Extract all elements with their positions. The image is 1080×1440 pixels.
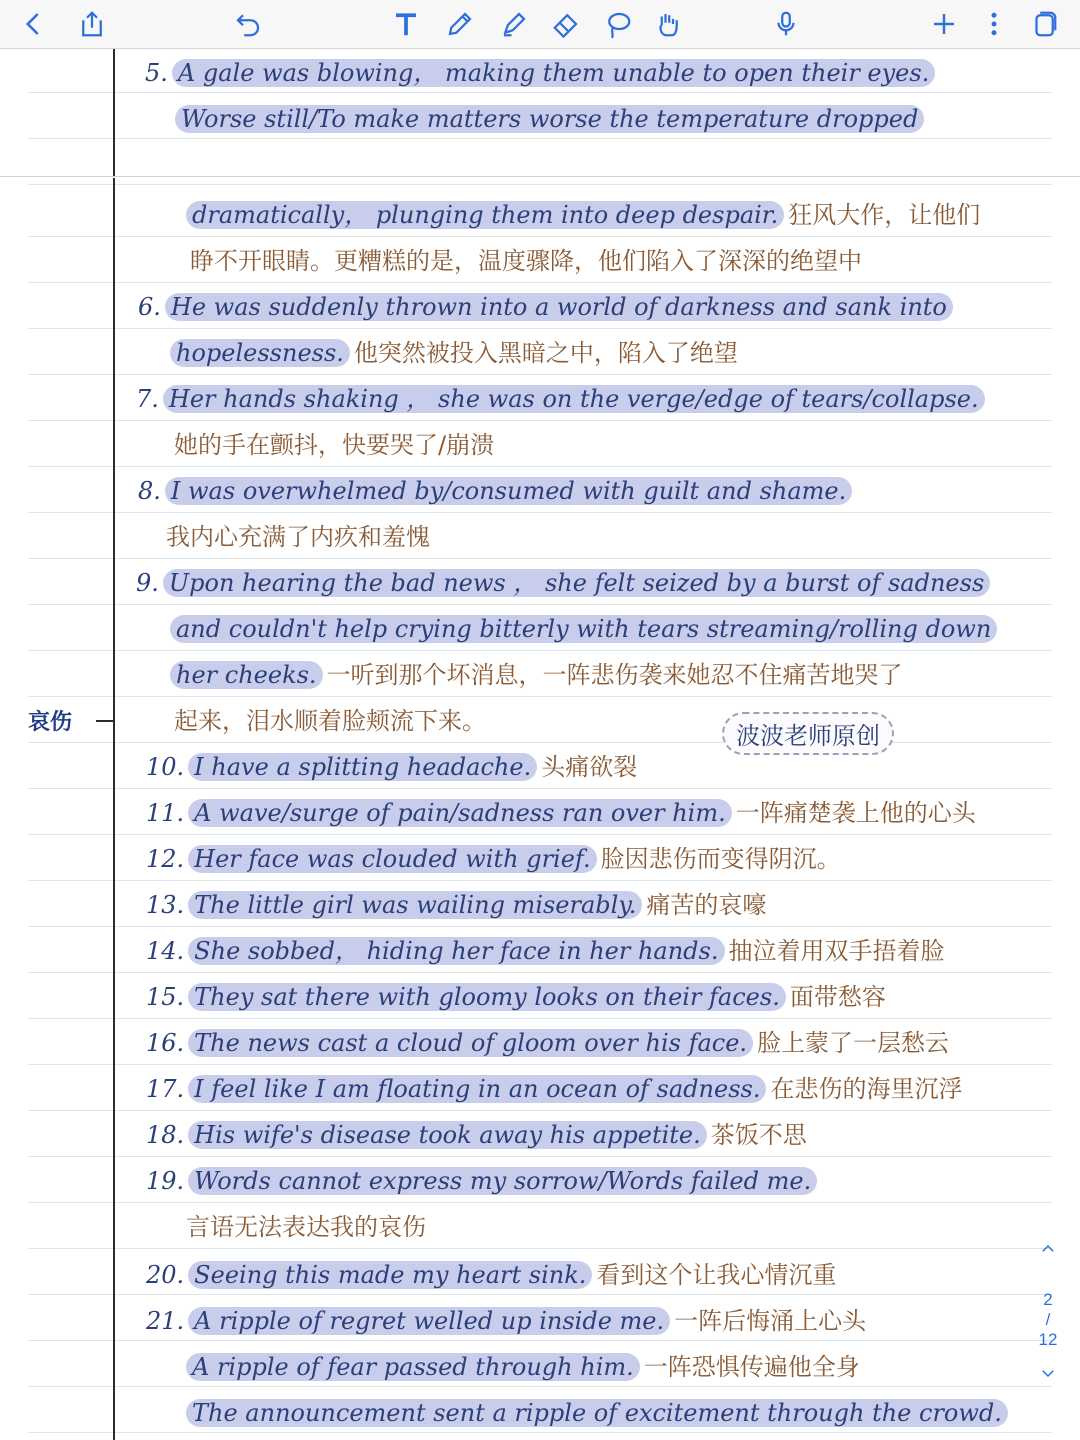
- item-number: 10.: [146, 753, 185, 781]
- undo-icon[interactable]: [228, 4, 268, 44]
- rule-line: [28, 926, 1052, 927]
- rule-line: [28, 558, 1052, 559]
- rule-line: [28, 972, 1052, 973]
- english-sentence: and couldn't help crying bitterly with tears streaming/rolling down: [170, 615, 997, 643]
- note-line: [170, 660, 903, 690]
- item-number: 6.: [138, 293, 161, 321]
- item-number: 16.: [146, 1029, 185, 1057]
- english-sentence: Upon hearing the bad news ， she felt seized by a burst of sadness: [163, 569, 990, 597]
- rule-line: [28, 604, 1052, 605]
- english-sentence: I have a splitting headache.: [188, 753, 537, 781]
- chinese-translation: 一听到那个坏消息，一阵悲伤袭来她忍不住痛苦地哭了: [326, 661, 903, 689]
- note-line: [146, 1074, 962, 1104]
- note-line: [146, 982, 886, 1012]
- chinese-translation: 抽泣着用双手捂着脸: [728, 937, 945, 965]
- rule-line: [28, 236, 1052, 237]
- chinese-translation: 一阵后悔涌上心头: [674, 1307, 867, 1335]
- note-line: [146, 1120, 807, 1150]
- section-tick: [96, 720, 114, 722]
- rule-line: [28, 1064, 1052, 1065]
- english-sentence: The announcement sent a ripple of excitement through the crowd.: [186, 1399, 1008, 1427]
- note-line: [170, 706, 486, 736]
- lasso-icon[interactable]: [598, 4, 638, 44]
- note-line: [170, 338, 738, 368]
- rule-line: [28, 1248, 1052, 1249]
- text-tool-icon[interactable]: [386, 4, 426, 44]
- chinese-translation: 一阵恐惧传遍他全身: [643, 1353, 860, 1381]
- rule-line: [28, 696, 1052, 697]
- note-line: [136, 384, 985, 414]
- note-line: [186, 1352, 860, 1382]
- english-sentence: I feel like I am floating in an ocean of sadness.: [188, 1075, 766, 1103]
- note-line: [146, 1028, 949, 1058]
- english-sentence: A ripple of fear passed through him.: [186, 1353, 640, 1381]
- note-line: [175, 104, 924, 134]
- rule-line: [28, 1156, 1052, 1157]
- rule-line: [28, 138, 1052, 139]
- rule-line: [28, 650, 1052, 651]
- english-sentence: She sobbed， hiding her face in her hands.: [188, 937, 724, 965]
- rule-line: [28, 282, 1052, 283]
- note-line: [146, 844, 841, 874]
- rule-line: [28, 742, 1052, 743]
- chinese-translation: 脸因悲伤而变得阴沉。: [600, 845, 841, 873]
- english-sentence: The news cast a cloud of gloom over his face.: [188, 1029, 753, 1057]
- item-number: 13.: [146, 891, 185, 919]
- rule-line: [28, 788, 1052, 789]
- item-number: 11.: [146, 799, 185, 827]
- note-line: [138, 476, 852, 506]
- note-line: [182, 1212, 426, 1242]
- note-line: [170, 614, 997, 644]
- item-number: 15.: [146, 983, 185, 1011]
- note-line: [136, 568, 990, 598]
- english-sentence: He was suddenly thrown into a world of darkness and sank into: [165, 293, 953, 321]
- share-icon[interactable]: [72, 4, 112, 44]
- rule-line: [28, 184, 1052, 185]
- item-number: 12.: [146, 845, 185, 873]
- section-label: 哀伤: [28, 710, 73, 735]
- item-number: 5.: [145, 59, 168, 87]
- chinese-translation: 面带愁容: [789, 983, 886, 1011]
- note-line: [145, 58, 935, 88]
- item-number: 20.: [146, 1261, 185, 1289]
- item-number: 14.: [146, 937, 185, 965]
- note-line: [170, 430, 494, 460]
- margin-line: [113, 49, 115, 176]
- note-line: [186, 246, 862, 276]
- item-number: 9.: [136, 569, 159, 597]
- chinese-translation: 他突然被投入黑暗之中，陷入了绝望: [353, 339, 738, 367]
- note-line: [186, 1398, 1008, 1428]
- chinese-translation: 在悲伤的海里沉浮: [770, 1075, 963, 1103]
- note-line: [146, 752, 637, 782]
- item-number: 7.: [136, 385, 159, 413]
- rule-line: [28, 1386, 1052, 1387]
- note-line: [146, 1306, 866, 1336]
- rule-line: [28, 1294, 1052, 1295]
- pages-icon[interactable]: [1024, 4, 1064, 44]
- item-number: 18.: [146, 1121, 185, 1149]
- note-line: [138, 292, 953, 322]
- note-line: [146, 1260, 836, 1290]
- chinese-translation: 起来，泪水顺着脸颊流下来。: [174, 707, 486, 735]
- note-line: [146, 936, 945, 966]
- eraser-icon[interactable]: [546, 4, 586, 44]
- english-sentence: Seeing this made my heart sink.: [188, 1261, 592, 1289]
- hand-tool-icon[interactable]: [648, 4, 688, 44]
- english-sentence: hopelessness.: [170, 339, 350, 367]
- rule-line: [28, 1110, 1052, 1111]
- microphone-icon[interactable]: [766, 4, 806, 44]
- rule-line: [28, 328, 1052, 329]
- english-sentence: A ripple of regret welled up inside me.: [188, 1307, 670, 1335]
- rule-line: [28, 1018, 1052, 1019]
- chinese-translation: 言语无法表达我的哀伤: [186, 1213, 426, 1241]
- rule-line: [28, 374, 1052, 375]
- rule-line: [28, 466, 1052, 467]
- english-sentence: Her hands shaking ， she was on the verge/edge of tears/collapse.: [163, 385, 985, 413]
- english-sentence: The little girl was wailing miserably.: [188, 891, 642, 919]
- current-page-number: 2: [1043, 1290, 1053, 1309]
- chevron-down-icon[interactable]: [1030, 1364, 1066, 1394]
- note-line: [146, 798, 976, 828]
- more-icon[interactable]: [974, 4, 1014, 44]
- rule-line: [28, 92, 1052, 93]
- rule-line: [28, 1340, 1052, 1341]
- chinese-translation: 狂风大作，让他们: [788, 201, 981, 229]
- chinese-translation: 一阵痛楚袭上他的心头: [735, 799, 976, 827]
- chinese-translation: 头痛欲裂: [541, 753, 638, 781]
- chinese-translation: 她的手在颤抖，快要哭了/崩溃: [174, 431, 495, 459]
- chinese-translation: 我内心充满了内疚和羞愧: [166, 523, 430, 551]
- rule-line: [28, 1202, 1052, 1203]
- pen-icon[interactable]: [440, 4, 480, 44]
- rule-line: [28, 880, 1052, 881]
- item-number: 17.: [146, 1075, 185, 1103]
- item-number: 21.: [146, 1307, 185, 1335]
- chinese-translation: 脸上蒙了一层愁云: [757, 1029, 950, 1057]
- english-sentence: her cheeks.: [170, 661, 323, 689]
- english-sentence: I was overwhelmed by/consumed with guilt and shame.: [165, 477, 852, 505]
- total-pages: 12: [1038, 1330, 1058, 1349]
- rule-line: [28, 420, 1052, 421]
- english-sentence: Words cannot express my sorrow/Words failed me.: [188, 1167, 817, 1195]
- chinese-translation: 痛苦的哀嚎: [646, 891, 767, 919]
- page-indicator: [1030, 1240, 1066, 1400]
- english-sentence: A gale was blowing， making them unable to open their eyes.: [172, 59, 935, 87]
- item-number: 8.: [138, 477, 161, 505]
- rule-line: [28, 834, 1052, 835]
- chinese-translation: 看到这个让我心情沉重: [596, 1261, 837, 1289]
- note-line: [146, 890, 766, 920]
- english-sentence: dramatically， plunging them into deep despair.: [186, 201, 784, 229]
- rule-line: [28, 1432, 1052, 1433]
- english-sentence: They sat there with gloomy looks on their faces.: [188, 983, 786, 1011]
- english-sentence: Her face was clouded with grief.: [188, 845, 596, 873]
- author-stamp: 波波老师原创: [722, 712, 894, 755]
- english-sentence: A wave/surge of pain/sadness ran over him.: [188, 799, 732, 827]
- page-separator: /: [1045, 1310, 1051, 1329]
- item-number: 19.: [146, 1167, 185, 1195]
- rule-line: [28, 512, 1052, 513]
- note-line: [162, 522, 430, 552]
- note-line: [146, 1166, 817, 1196]
- add-icon[interactable]: [924, 4, 964, 44]
- back-icon[interactable]: [14, 4, 54, 44]
- note-line: [186, 200, 980, 230]
- english-sentence: Worse still/To make matters worse the temperature dropped: [175, 105, 924, 133]
- chinese-translation: 茶饭不思: [710, 1121, 807, 1149]
- chevron-up-icon[interactable]: [1030, 1240, 1066, 1270]
- margin-line: [113, 178, 115, 1440]
- top-toolbar: [0, 0, 1080, 49]
- highlighter-icon[interactable]: [494, 4, 534, 44]
- chinese-translation: 睁不开眼睛。更糟糕的是，温度骤降，他们陷入了深深的绝望中: [190, 247, 862, 275]
- english-sentence: His wife's disease took away his appetite.: [188, 1121, 707, 1149]
